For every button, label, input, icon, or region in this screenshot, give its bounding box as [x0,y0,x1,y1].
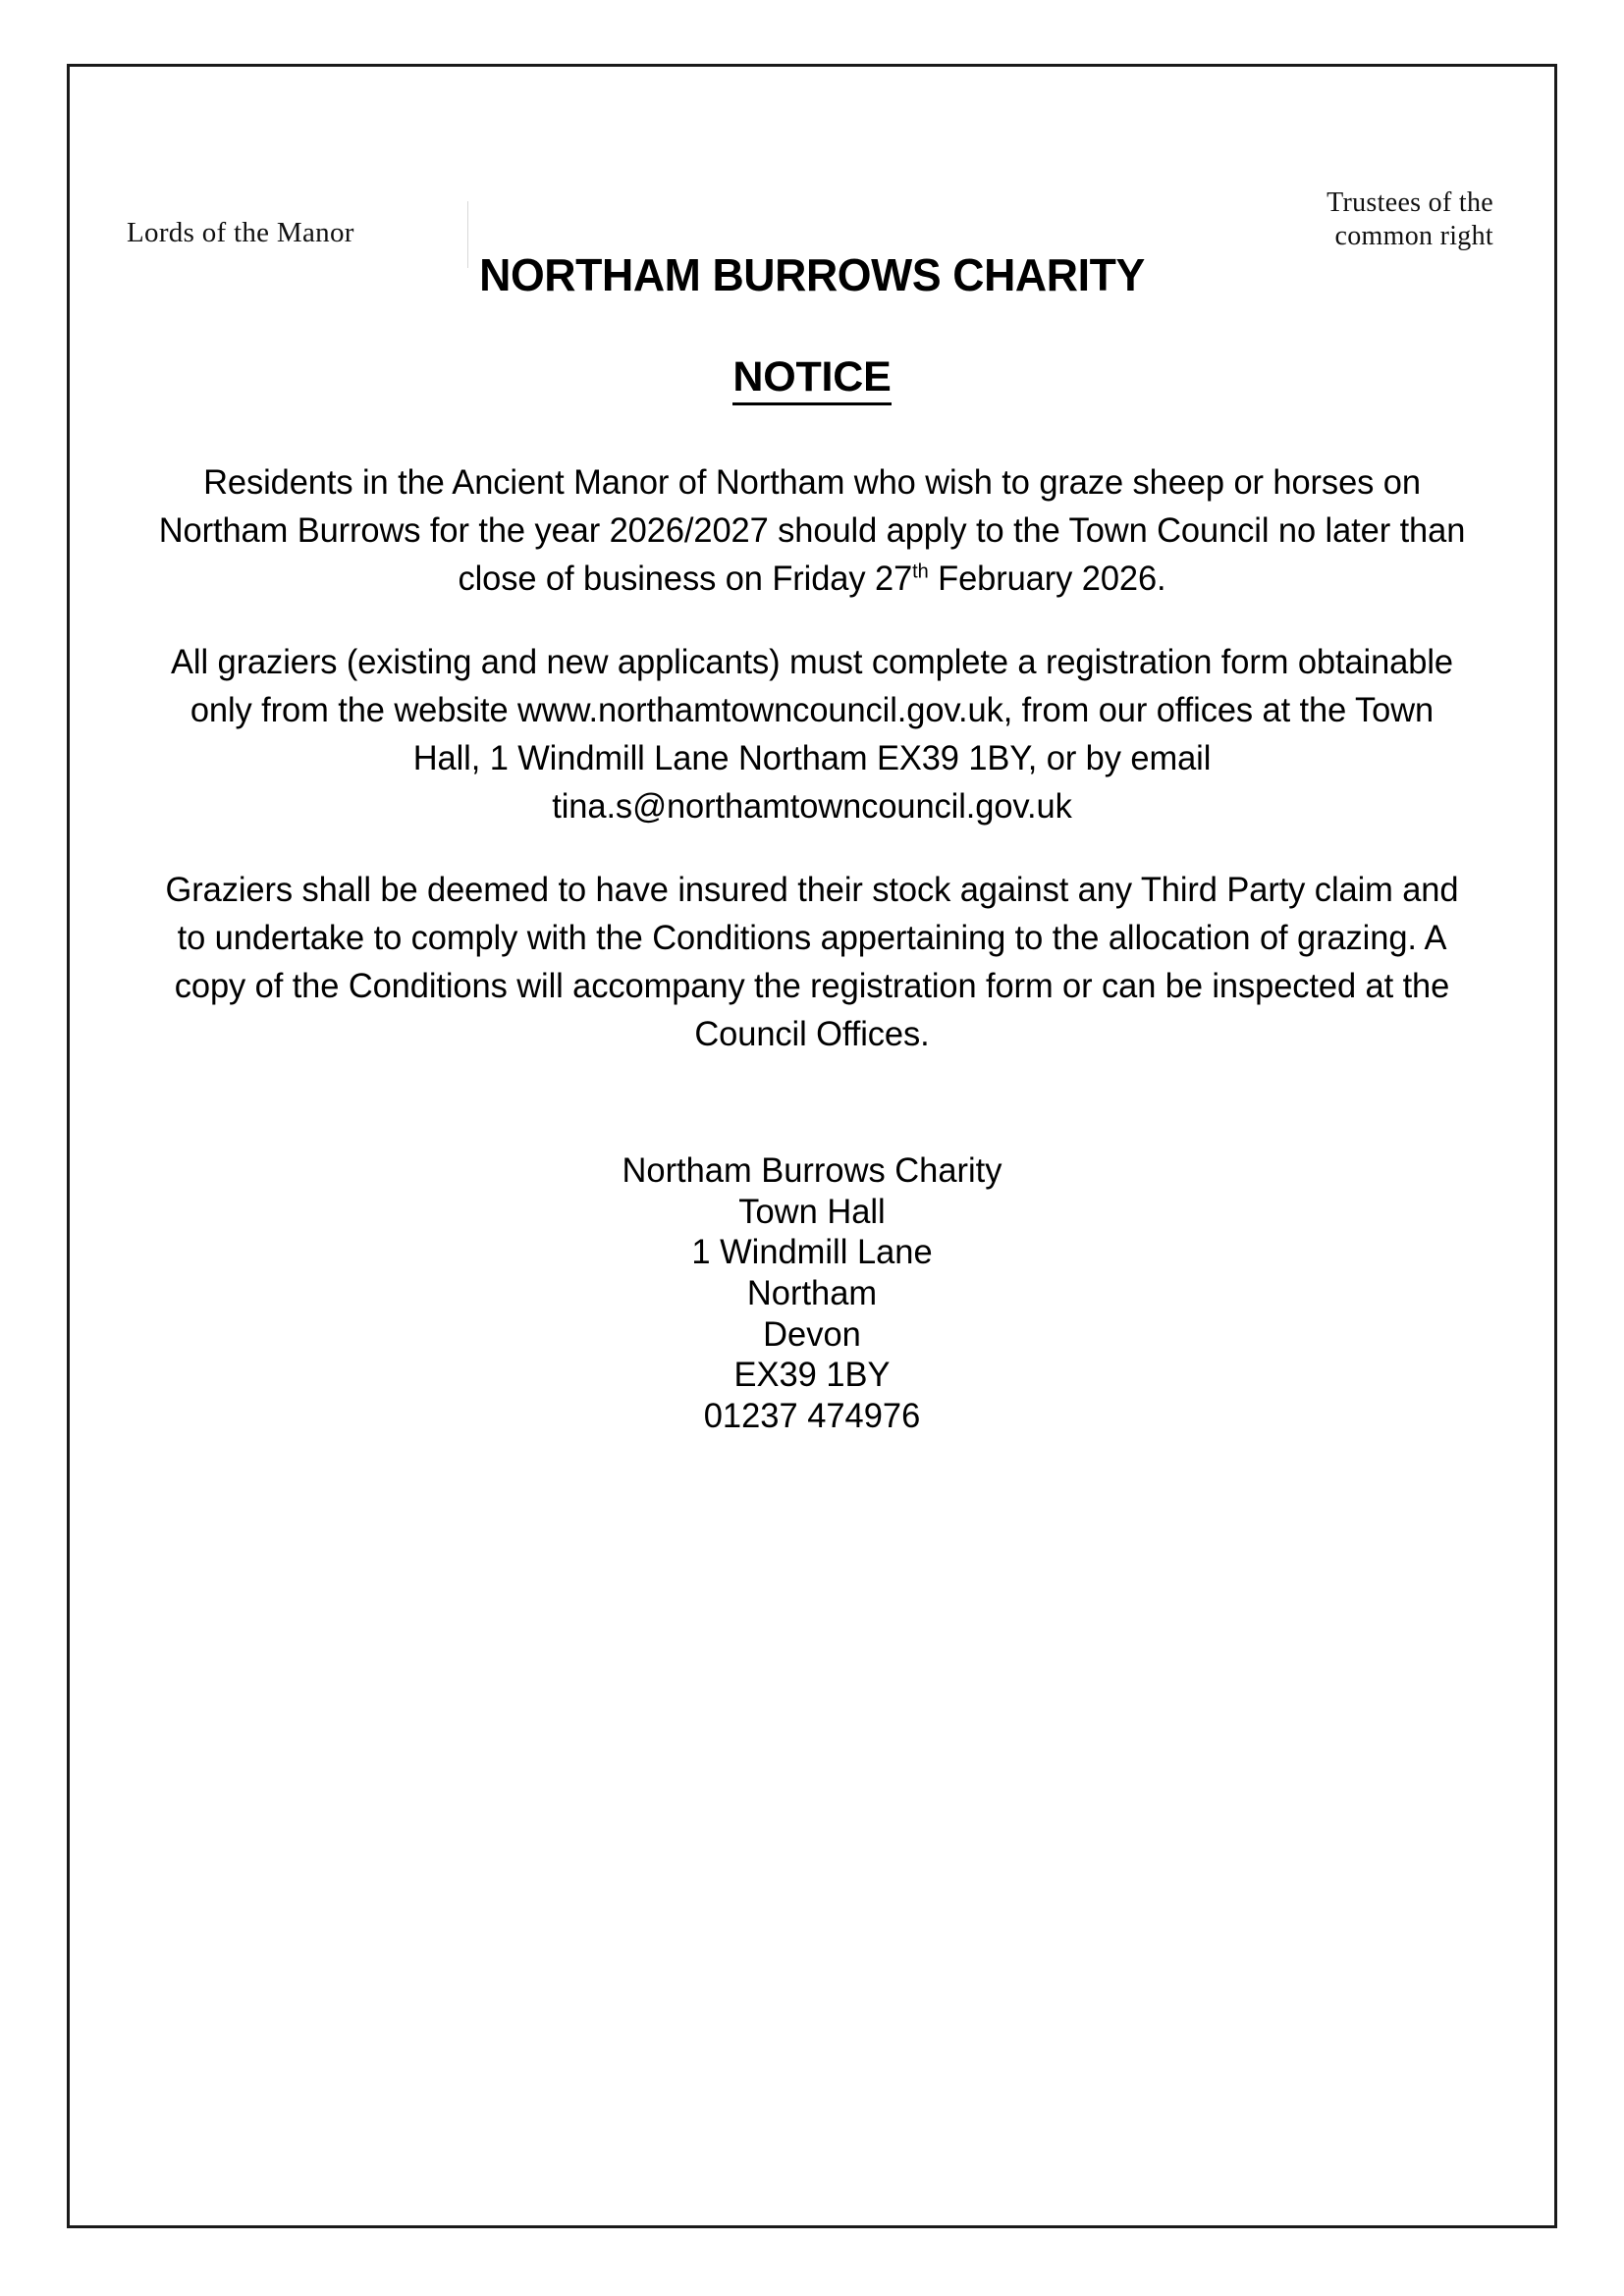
notice-heading-wrap [119,354,1505,405]
address-phone-number: 01237 474976 [703,1397,921,1436]
page-title: NORTHAM BURROWS CHARITY [479,249,1145,300]
address-line: Devon [763,1314,861,1354]
paragraph-registration-form: All graziers (existing and new applicants) must complete a registration form obtainable only from the website www.northamtowncouncil.gov.uk, from our offices at the Town Hall, 1 Windmill Lane Northam EX39 1BY, or by email tina.s@northamtowncouncil.gov.uk [171,643,1453,827]
ordinal-suffix: th [912,561,929,583]
header-trustees-line1: Trustees of the [1326,187,1493,218]
notice-heading: NOTICE [732,354,891,405]
address-line: Town Hall [738,1192,886,1231]
header-lords-of-the-manor-label: Lords of the Manor [127,217,354,248]
paragraph-insurance-conditions: Graziers shall be deemed to have insured their stock against any Third Party claim and to undertake to comply with the Conditions appertaining to the allocation of grazing. A copy of the Conditions will accompany the registration form or can be inspected at the Council Offices. [165,871,1459,1054]
notice-page-frame [67,64,1557,2228]
address-line: Northam [746,1274,878,1313]
notice-page-content [70,67,1554,2225]
address-line: EX39 1BY [733,1356,891,1395]
contact-address-block [130,1150,1495,1436]
paragraph-1-text-a: Residents in the Ancient Manor of Northam who wish to graze sheep or horses on Northam Burrows for the year 2026/2027 should apply to the Town Council no later than close of business on Friday 27 [158,463,1466,599]
paragraph-application-deadline [130,458,1495,603]
page-header [70,67,1554,253]
address-line: Northam Burrows Charity [622,1151,1002,1191]
paragraph-1-text-b: February 2026. [928,560,1166,599]
notice-body [119,232,1505,1437]
address-line: 1 Windmill Lane [691,1233,933,1272]
header-trustees-line2: common right [1334,221,1493,252]
